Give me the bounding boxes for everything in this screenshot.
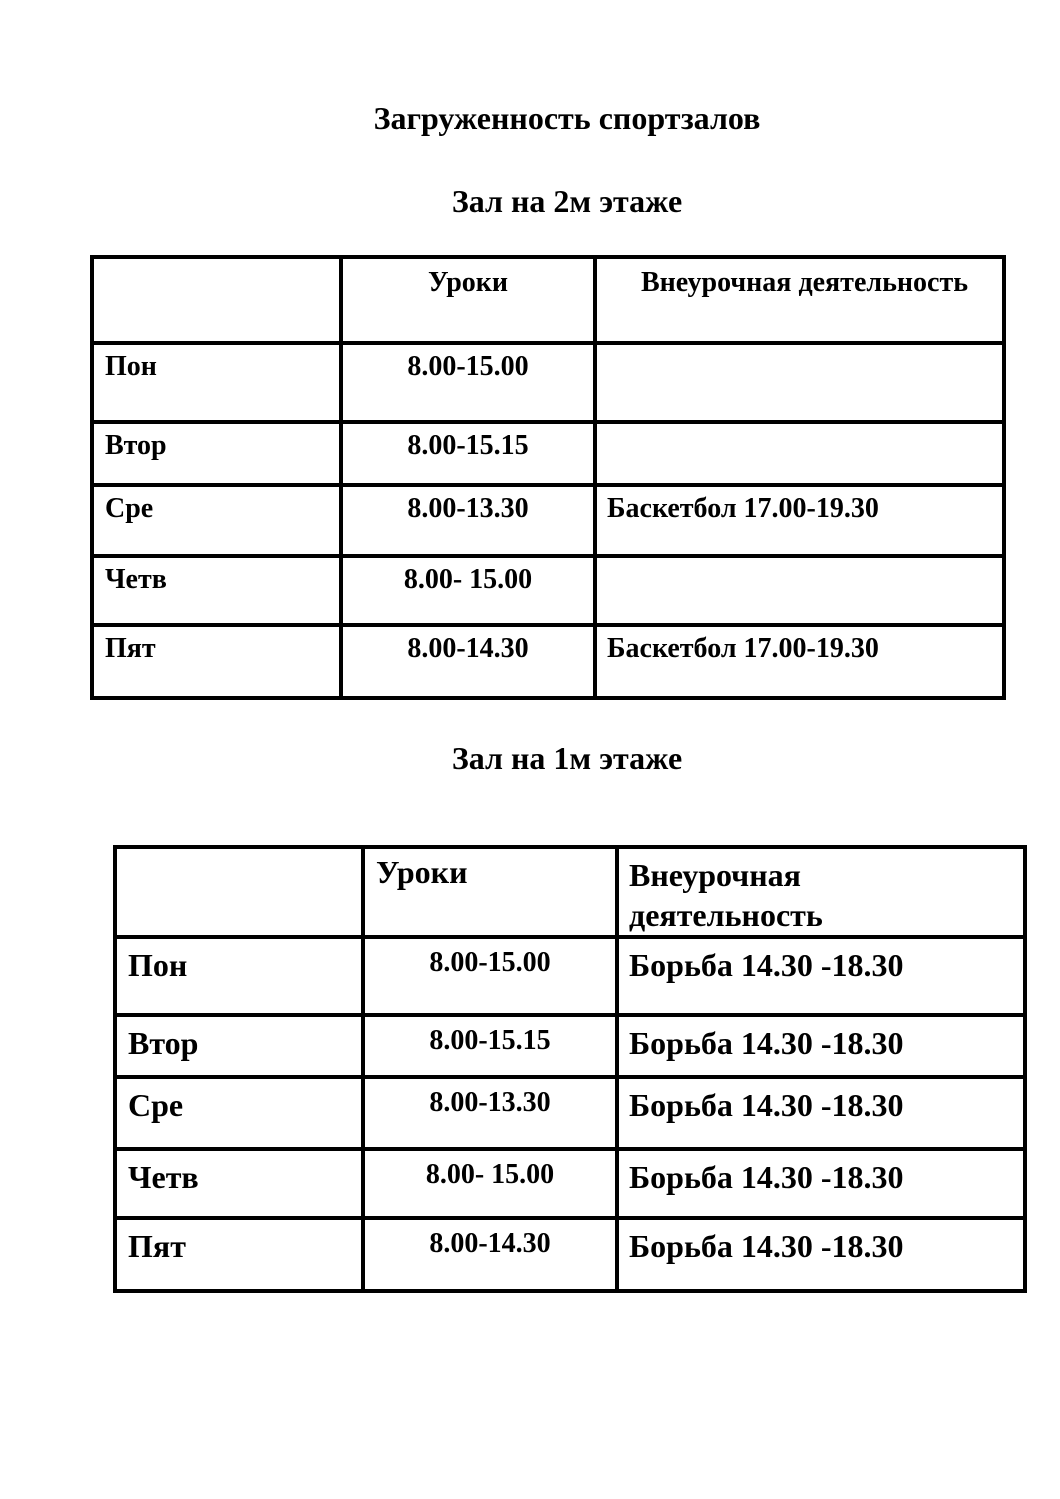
table-row <box>92 625 1004 698</box>
day-cell: Четв <box>92 556 341 625</box>
table-row <box>115 1015 1025 1077</box>
lessons-cell: 8.00- 15.00 <box>341 556 595 625</box>
extracurricular-cell: Борьба 14.30 -18.30 <box>617 1077 1025 1149</box>
hall-2nd-floor-table <box>90 255 1006 700</box>
table-header-row <box>92 257 1004 343</box>
day-cell: Пят <box>92 625 341 698</box>
lessons-cell: 8.00-14.30 <box>363 1218 617 1291</box>
extracurricular-cell: Борьба 14.30 -18.30 <box>617 1218 1025 1291</box>
header-extracurricular-line-1: Внеурочная <box>629 857 801 893</box>
table-row <box>115 937 1025 1015</box>
lessons-cell: 8.00- 15.00 <box>363 1149 617 1218</box>
day-cell: Втор <box>92 422 341 485</box>
header-extracurricular-cell: Внеурочная деятельность <box>595 257 1004 343</box>
table-row <box>92 485 1004 556</box>
table-row <box>115 1077 1025 1149</box>
day-cell: Пон <box>92 343 341 422</box>
extracurricular-cell: Борьба 14.30 -18.30 <box>617 1149 1025 1218</box>
header-extracurricular-cell <box>617 847 1025 937</box>
lessons-cell: 8.00-15.00 <box>341 343 595 422</box>
header-lessons-cell: Уроки <box>363 847 617 937</box>
lessons-cell: 8.00-13.30 <box>341 485 595 556</box>
hall-1st-floor-table <box>113 845 1027 1293</box>
header-day-cell <box>92 257 341 343</box>
day-cell: Сре <box>92 485 341 556</box>
hall-2nd-floor-title: Зал на 2м этаже <box>451 183 683 219</box>
table-row <box>92 343 1004 422</box>
extracurricular-cell: Борьба 14.30 -18.30 <box>617 1015 1025 1077</box>
table-header-row <box>115 847 1025 937</box>
extracurricular-cell: Баскетбол 17.00-19.30 <box>595 625 1004 698</box>
lessons-cell: 8.00-15.15 <box>363 1015 617 1077</box>
lessons-cell: 8.00-14.30 <box>341 625 595 698</box>
table-row <box>92 556 1004 625</box>
extracurricular-cell: Борьба 14.30 -18.30 <box>617 937 1025 1015</box>
header-extracurricular-line-2: деятельность <box>629 897 823 933</box>
extracurricular-cell: Баскетбол 17.00-19.30 <box>595 485 1004 556</box>
extracurricular-cell <box>595 422 1004 485</box>
day-cell: Сре <box>115 1077 363 1149</box>
day-cell: Пон <box>115 937 363 1015</box>
day-cell: Втор <box>115 1015 363 1077</box>
day-cell: Четв <box>115 1149 363 1218</box>
header-lessons-cell: Уроки <box>341 257 595 343</box>
lessons-cell: 8.00-15.00 <box>363 937 617 1015</box>
hall-1st-floor-title: Зал на 1м этаже <box>451 740 683 776</box>
table-row <box>92 422 1004 485</box>
lessons-cell: 8.00-13.30 <box>363 1077 617 1149</box>
extracurricular-cell <box>595 343 1004 422</box>
table-row <box>115 1149 1025 1218</box>
header-day-cell <box>115 847 363 937</box>
lessons-cell: 8.00-15.15 <box>341 422 595 485</box>
document-title: Загруженность спортзалов <box>373 100 761 136</box>
day-cell: Пят <box>115 1218 363 1291</box>
table-row <box>115 1218 1025 1291</box>
extracurricular-cell <box>595 556 1004 625</box>
